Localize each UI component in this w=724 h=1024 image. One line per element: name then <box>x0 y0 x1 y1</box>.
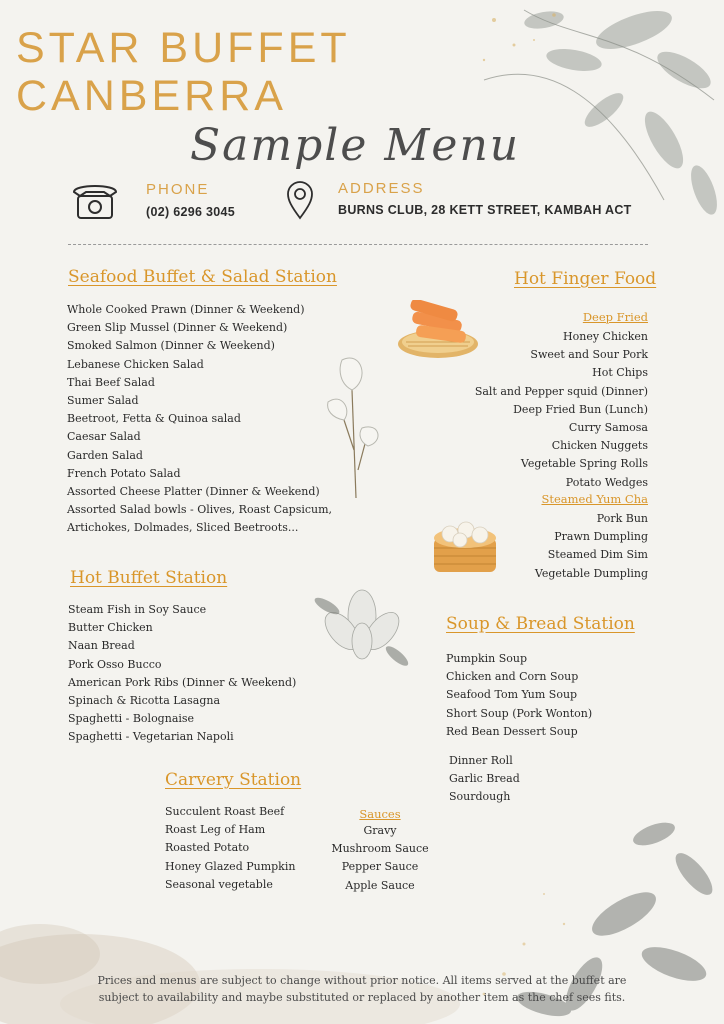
list-item: Roast Leg of Ham <box>165 823 266 837</box>
list-item: Sourdough <box>449 790 511 804</box>
carvery-title: Carvery Station <box>165 770 302 790</box>
disclaimer-line1: Prices and menus are subject to change without prior notice. All items served at the buffet are <box>97 974 627 987</box>
list-item: Short Soup (Pork Wonton) <box>446 706 593 720</box>
list-item: Dinner Roll <box>449 754 513 767</box>
divider <box>68 244 648 245</box>
list-item: Pepper Sauce <box>341 860 419 874</box>
sauces-subtitle: Sauces <box>359 807 401 821</box>
hot-buffet-list <box>68 601 296 747</box>
list-item: Seasonal vegetable <box>165 877 273 891</box>
list-item: Spinach & Ricotta Lasagna <box>68 694 220 708</box>
list-item: Smoked Salmon (Dinner & Weekend) <box>67 339 275 353</box>
list-item: Caesar Salad <box>67 430 141 444</box>
list-item: Assorted Salad bowls - Olives, Roast Capsicum, <box>67 503 333 517</box>
menu-subtitle: Sample Menu <box>190 120 521 171</box>
list-item: Steamed Dim Sim <box>547 548 648 562</box>
soup-bread-title: Soup & Bread Station <box>446 614 635 634</box>
list-item: Red Bean Dessert Soup <box>446 724 578 738</box>
phone-icon <box>70 180 120 220</box>
list-item: Succulent Roast Beef <box>165 805 285 818</box>
list-item: Potato Wedges <box>565 475 648 489</box>
phone-value: (02) 6296 3045 <box>146 205 235 219</box>
list-item: Assorted Cheese Platter (Dinner & Weekend) <box>67 485 320 499</box>
restaurant-name-line2: CANBERRA <box>16 72 287 120</box>
hot-buffet-title: Hot Buffet Station <box>70 568 228 588</box>
list-item: Sumer Salad <box>67 394 139 408</box>
list-item: Seafood Tom Yum Soup <box>446 688 578 702</box>
list-item: Apple Sauce <box>345 878 415 892</box>
list-item: Vegetable Dumpling <box>534 566 648 580</box>
list-item: Green Slip Mussel (Dinner & Weekend) <box>67 321 288 335</box>
soup-list <box>446 650 592 741</box>
list-item: Prawn Dumpling <box>554 530 648 544</box>
white-flower-decoration <box>312 586 412 676</box>
list-item: Naan Bread <box>68 639 135 653</box>
location-pin-icon <box>285 180 315 220</box>
list-item: Chicken and Corn Soup <box>446 670 579 684</box>
list-item: Honey Glazed Pumpkin <box>165 859 296 873</box>
list-item: Gravy <box>363 824 397 837</box>
address-value: BURNS CLUB, 28 KETT STREET, KAMBAH ACT <box>338 203 632 217</box>
list-item: Butter Chicken <box>68 621 153 635</box>
bread-list <box>449 752 520 807</box>
list-item: Beetroot, Fetta & Quinoa salad <box>67 412 241 426</box>
list-item: Lebanese Chicken Salad <box>67 357 204 371</box>
list-item: Spaghetti - Vegetarian Napoli <box>68 730 234 744</box>
list-item: Garlic Bread <box>449 772 520 786</box>
list-item: Vegetable Spring Rolls <box>520 457 648 471</box>
list-item: Honey Chicken <box>563 330 648 343</box>
list-item: Salt and Pepper squid (Dinner) <box>474 384 648 398</box>
list-item: Mushroom Sauce <box>331 842 429 856</box>
list-item: Sweet and Sour Pork <box>530 348 648 362</box>
list-item: Pumpkin Soup <box>446 652 528 665</box>
list-item: Garden Salad <box>67 448 143 462</box>
calla-lily-decoration <box>322 350 392 500</box>
list-item: Steam Fish in Soy Sauce <box>68 603 207 616</box>
hot-finger-food-title: Hot Finger Food <box>514 269 657 289</box>
disclaimer <box>60 972 664 1006</box>
carvery-list <box>165 803 295 894</box>
list-item: French Potato Salad <box>67 466 181 480</box>
deep-fried-list <box>448 328 648 492</box>
list-item: Curry Samosa <box>568 421 648 435</box>
list-item: Artichokes, Dolmades, Sliced Beetroots... <box>67 521 299 535</box>
list-item: American Pork Ribs (Dinner & Weekend) <box>68 675 297 689</box>
yum-cha-subtitle: Steamed Yum Cha <box>541 492 648 506</box>
address-label: ADDRESS <box>338 180 425 197</box>
seafood-section-title: Seafood Buffet & Salad Station <box>68 267 337 287</box>
sauces-list <box>320 822 440 895</box>
list-item: Deep Fried Bun (Lunch) <box>513 402 648 416</box>
list-item: Hot Chips <box>592 366 648 380</box>
list-item: Pork Osso Bucco <box>68 657 162 671</box>
deep-fried-subtitle: Deep Fried <box>582 310 648 324</box>
seafood-list <box>67 301 332 538</box>
list-item: Spaghetti - Bolognaise <box>68 712 195 726</box>
list-item: Whole Cooked Prawn (Dinner & Weekend) <box>67 303 305 316</box>
restaurant-name-line1: STAR BUFFET <box>16 24 351 72</box>
restaurant-name <box>16 24 351 120</box>
list-item: Chicken Nuggets <box>551 439 648 453</box>
list-item: Roasted Potato <box>165 841 250 855</box>
list-item: Thai Beef Salad <box>67 375 155 389</box>
disclaimer-line2: subject to availability and maybe substituted or replaced by another item as the chef sees fits. <box>98 991 626 1004</box>
yum-cha-list <box>448 510 648 583</box>
phone-label: PHONE <box>146 181 210 198</box>
list-item: Pork Bun <box>596 512 648 525</box>
